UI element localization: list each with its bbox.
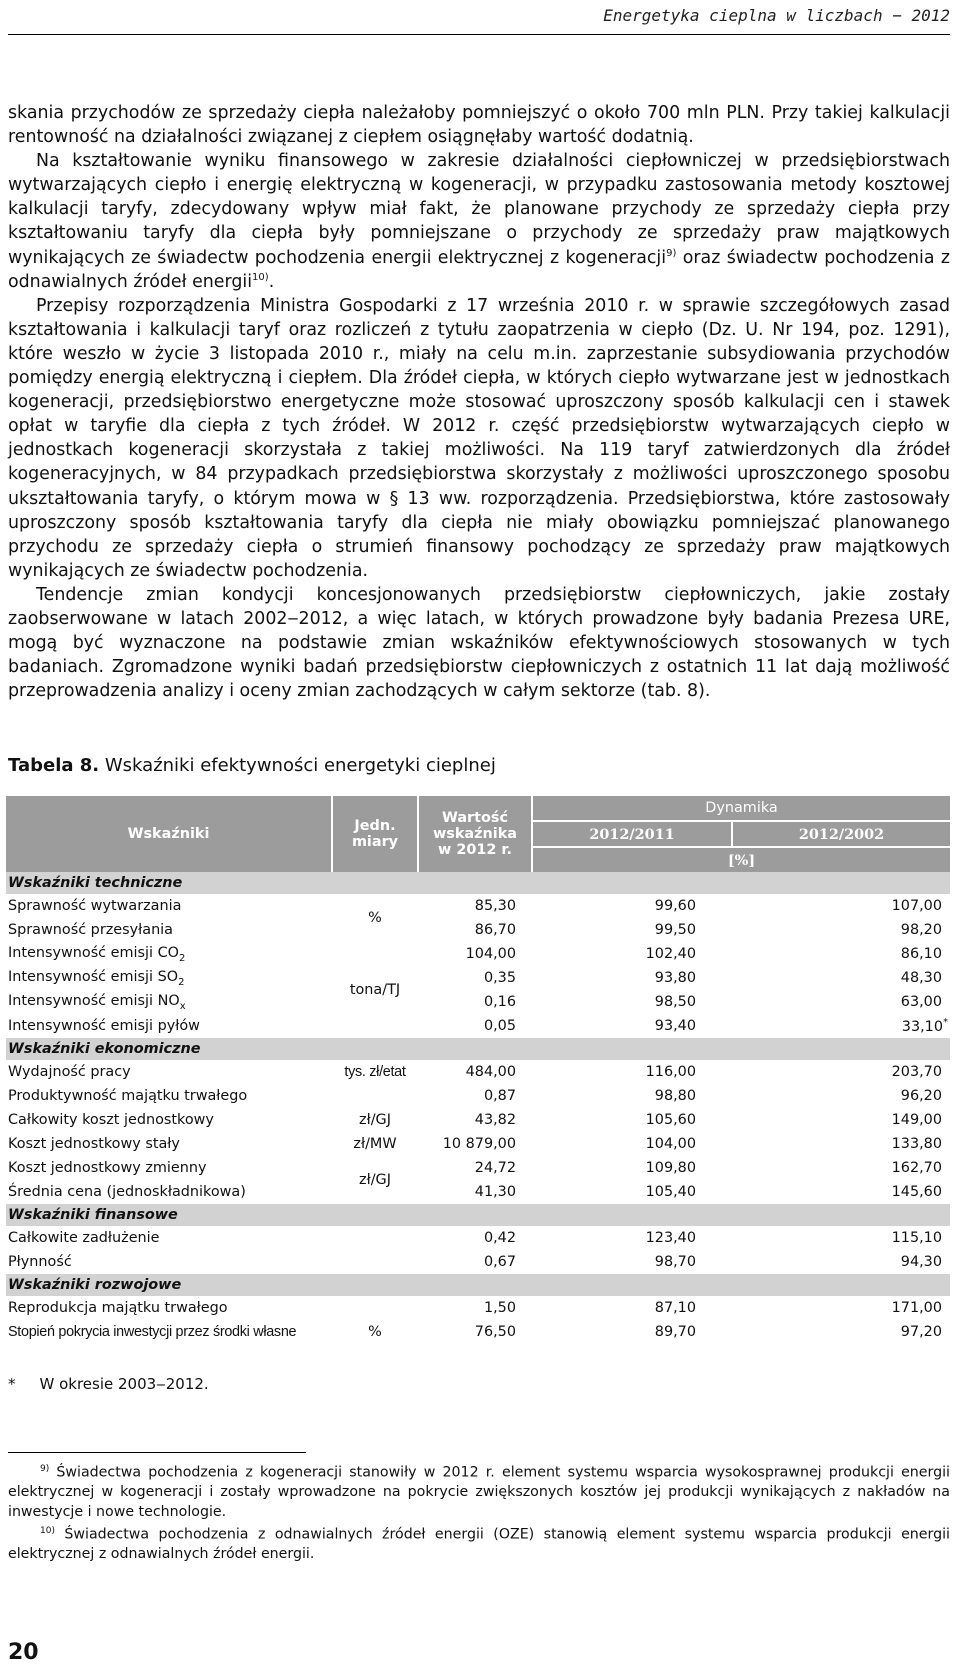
unit-cell: tona/TJ — [349, 982, 401, 998]
section-development: Wskaźniki rozwojowe — [6, 1274, 950, 1296]
footnote-10: $^{10)}$ Świadectwa pochodzenia z odnawialnych źródeł energii (OZE) stanowią element systemu wsparcia produkcji energii elektrycznej z odnawialnych źródeł energii. — [8, 1525, 950, 1563]
header-dynamics: Dynamika — [532, 796, 950, 821]
paragraph-3: Przepisy rozporządzenia Ministra Gospodarki z 17 września 2010 r. w sprawie szczegółowych zasad kształtowania i kalkulacji taryf oraz rozliczeń z tytułu zaopatrzenia w ciepło (Dz. U. Nr 194, poz. 1291), które weszło w życie 3 listopada 2010 r., miały na celu m.in. zaprzestanie subsydiowania przychodów pomiędzy energią elektryczną i ciepłem. Dla źródeł ciepła, w których ciepło wytwarzane jest w jednostkach kogeneracji, przedsiębiorstwo energetyczne może stosować uproszczony sposób kalkulacji cen i stawek opłat w taryfie dla ciepła z tych źródeł. W 2012 r. część przedsiębiorstw wytwarzających ciepło w jednostkach kogeneracji skorzystała z takiej możliwości. Na 119 taryf zatwierdzonych dla źródeł kogeneracyjnych, w 84 przypadkach przedsiębiorstwa skorzystały z możliwości uproszczonego sposobu ukształtowania taryfy, o którym mowa w § 13 ww. rozporządzenia. Przedsiębiorstwa, które zastosowały uproszczony sposób kształtowania taryfy dla ciepła nie miały obowiązku pomniejszać planowanego przychodu ze sprzedaży ciepła o strumień finansowy pochodzący ze sprzedaży praw majątkowych wynikających ze świadectw pochodzenia. — [8, 295, 950, 581]
unit-cell: % — [368, 910, 382, 926]
section-technical: Wskaźniki techniczne — [6, 872, 950, 894]
table-row: Koszt jednostkowy zmienny zł/GJ 24,72 109,80 162,70 — [6, 1156, 950, 1180]
table-row: Intensywność emisji $SO_2$ 0,35 93,80 48,30 — [8, 968, 942, 988]
table-row: Średnia cena (jednoskładnikowa) 41,30 105,40 145,60 — [8, 1184, 942, 1200]
table-row: Koszt jednostkowy stały zł/MW 10 879,00 104,00 133,80 — [6, 1132, 950, 1156]
page-number: 20 — [8, 1640, 39, 1665]
table-row: Produktywność majątku trwałego 0,87 98,80 96,20 — [8, 1088, 942, 1104]
table-row: Intensywność emisji $CO_2$ tona/TJ 104,00 102,40 86,10 — [6, 942, 950, 966]
paragraph-4: Tendencje zmian kondycji koncesjonowanych przedsiębiorstw ciepłowniczych, jakie zostały zaobserwowane w latach 2002‒2012, a więc latach, w których prowadzone były badania Prezesa URE, mogą być wyznaczone na podstawie zmian wskaźników efektywnościowych stosowanych w tych badaniach. Zgromadzone wyniki badań przedsiębiorstw ciepłowniczych z ostatnich 11 lat dają możliwość przeprowadzenia analizy i oceny zmian zachodzących w całym sektorze (tab. 8). — [8, 584, 950, 702]
paragraph-1: skania przychodów ze sprzedaży ciepła należałoby pomniejszyć o około 700 mln PLN. Przy takiej kalkulacji rentowność na działalności związanej z ciepłem osiągnęłaby wartość dodatnią. — [8, 103, 950, 148]
table-row: Płynność 0,67 98,70 94,30 — [8, 1254, 942, 1270]
table-row: Sprawność przesyłania 86,70 99,50 98,20 — [8, 922, 942, 938]
table-row: Sprawność wytwarzania % 85,30 99,60 107,00 — [6, 894, 950, 918]
header-unit: Jedn. miary — [332, 796, 418, 872]
table-row: Stopień pokrycia inwestycji przez środki własne % 76,50 89,70 97,20 — [6, 1320, 950, 1344]
unit-cell: tys. zł/etat — [344, 1064, 406, 1080]
section-economic: Wskaźniki ekonomiczne — [6, 1038, 950, 1060]
indicators-table — [6, 796, 950, 1344]
footnote-rule — [8, 1452, 306, 1453]
section-financial: Wskaźniki finansowe — [6, 1204, 950, 1226]
table-caption: Tabela 8. Wskaźniki efektywności energetyki cieplnej — [8, 755, 496, 776]
table-row: Wydajność pracy tys. zł/etat 484,00 116,00 203,70 — [6, 1060, 950, 1084]
unit-cell: zł/GJ — [359, 1172, 391, 1188]
header-2012-2011: 2012/2011 — [532, 821, 732, 847]
body-text — [8, 101, 950, 703]
paragraph-2: Na kształtowanie wyniku finansowego w zakresie działalności ciepłowniczej w przedsiębiorstwach wytwarzających ciepło i energię elektryczną w kogeneracji, w przypadku zastosowania metody kosztowej kalkulacji taryfy, zdecydowany wpływ miał fakt, że planowane przychody ze sprzedaży ciepła przy kształtowaniu taryfy dla ciepła były pomniejszane o przychody ze sprzedaży praw majątkowych wynikających ze świadectw pochodzenia energii elektrycznej z kogeneracji$^{9)}$ oraz świadectw pochodzenia z odnawialnych źródeł energii$^{10)}$. — [8, 151, 950, 292]
table-row: Intensywność emisji $NO_x$ 0,16 98,50 63,00 — [8, 992, 942, 1012]
header-percent: [%] — [532, 847, 950, 872]
footnote-9: $^{9)}$ Świadectwa pochodzenia z kogeneracji stanowiły w 2012 r. element systemu wsparcia wysokosprawnej produkcji energii elektrycznej w kogeneracji i zostały wprowadzone na pokrycie zwiększonych kosztów jej produkcji wynikających z nakładów na inwestycje i nowe technologie. — [8, 1464, 950, 1520]
table-row: Intensywność emisji pyłów 0,05 93,40 33,10* — [8, 1017, 948, 1035]
unit-cell: zł/GJ — [359, 1112, 391, 1128]
footnotes — [8, 1460, 950, 1565]
table-note: * W okresie 2003‒2012. — [8, 1375, 209, 1393]
header-indicator: Wskaźniki — [6, 796, 332, 872]
table-row: Reprodukcja majątku trwałego 1,50 87,10 171,00 — [8, 1300, 942, 1316]
running-header: Energetyka cieplna w liczbach − 2012 — [603, 6, 950, 25]
unit-cell: zł/MW — [353, 1136, 397, 1152]
unit-cell: % — [368, 1324, 382, 1340]
footnote-ref-9[interactable]: 9) — [666, 247, 677, 259]
header-2012-2002: 2012/2002 — [732, 821, 950, 847]
table-row: Całkowity koszt jednostkowy zł/GJ 43,82 105,60 149,00 — [6, 1108, 950, 1132]
footnote-ref-10[interactable]: 10) — [252, 271, 269, 283]
header-rule — [8, 34, 950, 35]
header-value: Wartość wskaźnika w 2012 r. — [418, 796, 532, 872]
table-row: Całkowite zadłużenie 0,42 123,40 115,10 — [8, 1230, 942, 1246]
